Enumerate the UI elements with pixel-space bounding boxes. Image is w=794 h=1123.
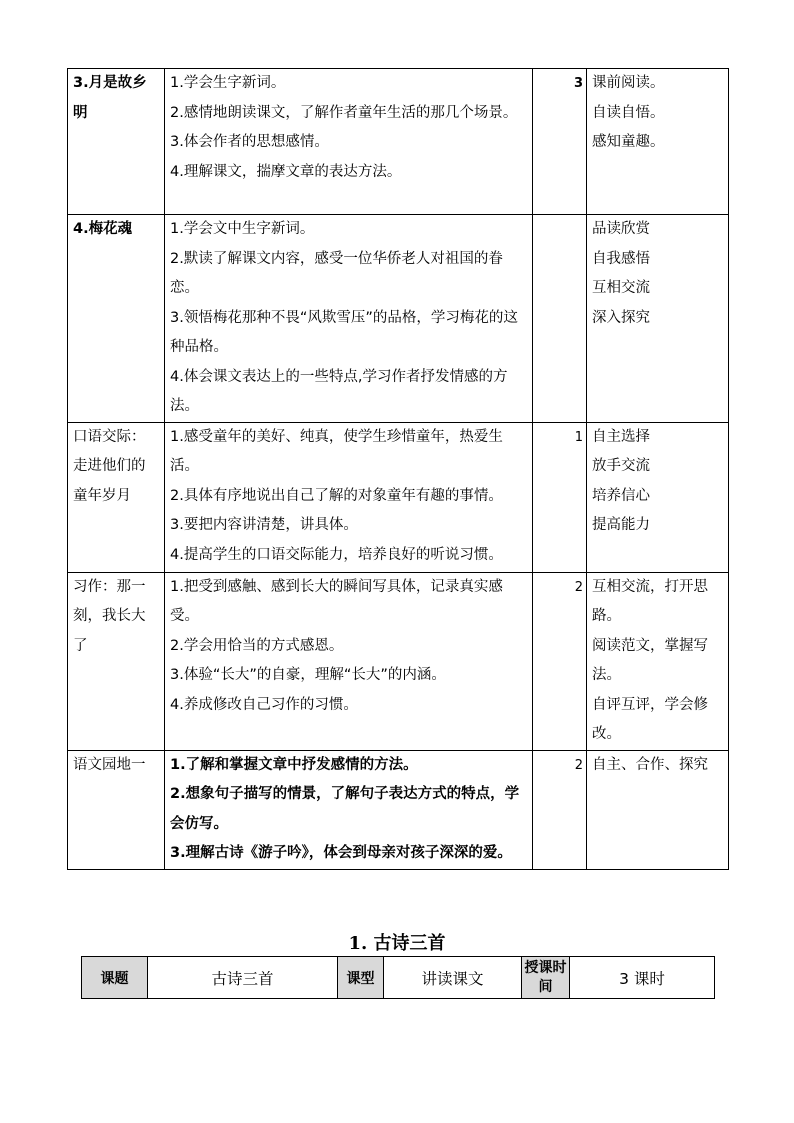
goal-item: 2.学会用恰当的方式感恩。 <box>170 637 344 654</box>
type-label: 课型 <box>338 957 384 999</box>
goals-cell <box>165 750 533 869</box>
hours-cell: 2 <box>533 572 587 750</box>
hours-cell: 1 <box>533 422 587 572</box>
goals-cell <box>165 215 533 423</box>
table-row <box>68 750 729 869</box>
lesson-title-cell: 3.月是故乡明 <box>68 69 165 215</box>
goal-item: 3.要把内容讲清楚，讲具体。 <box>170 517 358 533</box>
goal-item: 4.理解课文，揣摩文章的表达方法。 <box>170 163 402 180</box>
time-value: 3 课时 <box>570 957 715 999</box>
table-row <box>68 69 729 215</box>
goal-item: 1.感受童年的美好、纯真，使学生珍惜童年，热爱生活。 <box>170 428 503 474</box>
goal-item: 2.想象句子描写的情景，了解句子表达方式的特点，学会仿写。 <box>170 786 520 832</box>
hours-cell: 3 <box>533 69 587 215</box>
goal-item: 3.体验“长大”的自豪，理解“长大”的内涵。 <box>170 667 446 683</box>
table-row <box>68 215 729 423</box>
method-item: 感知童趣。 <box>592 134 665 150</box>
lesson-title-cell: 语文园地一 <box>68 750 165 869</box>
table-row <box>82 957 715 999</box>
method-item: 放手交流 <box>592 458 650 474</box>
goal-item: 1.学会文中生字新词。 <box>170 221 315 237</box>
lesson-title-cell: 口语交际：走进他们的童年岁月 <box>68 422 165 572</box>
unit-plan-table <box>67 68 729 870</box>
goal-item: 4.提高学生的口语交际能力，培养良好的听说习惯。 <box>170 546 503 563</box>
hours-cell <box>533 215 587 423</box>
methods-cell <box>587 215 729 423</box>
methods-cell <box>587 572 729 750</box>
goals-cell <box>165 572 533 750</box>
table-row <box>68 422 729 572</box>
method-item: 自主选择 <box>592 428 650 445</box>
topic-label: 课题 <box>82 957 148 999</box>
goal-item: 1.学会生字新词。 <box>170 75 286 91</box>
goal-item: 2.默读了解课文内容，感受一位华侨老人对祖国的眷恋。 <box>170 250 503 296</box>
method-item: 互相交流，打开思路。 <box>592 578 708 624</box>
methods-cell <box>587 422 729 572</box>
method-item: 品读欣赏 <box>592 221 650 237</box>
goal-item: 3.领悟梅花那种不畏“风欺雪压”的品格，学习梅花的这种品格。 <box>170 309 518 355</box>
lesson-heading: 1. 古诗三首 <box>348 933 446 954</box>
goal-item: 2.具体有序地说出自己了解的对象童年有趣的事情。 <box>170 487 503 504</box>
type-value: 讲读课文 <box>384 957 522 999</box>
lesson-title-cell: 4.梅花魂 <box>68 215 165 423</box>
method-item: 阅读范文，掌握写法。 <box>592 637 708 683</box>
method-item: 自读自悟。 <box>592 104 665 121</box>
methods-cell <box>587 750 729 869</box>
method-item: 互相交流 <box>592 280 650 296</box>
goals-cell <box>165 69 533 215</box>
goal-item: 1.了解和掌握文章中抒发感情的方法。 <box>170 756 418 773</box>
goals-cell <box>165 422 533 572</box>
goal-item: 4.体会课文表达上的一些特点,学习作者抒发情感的方法。 <box>170 368 508 414</box>
method-item: 深入探究 <box>592 309 650 326</box>
method-item: 课前阅读。 <box>592 75 665 91</box>
method-item: 提高能力 <box>592 517 650 533</box>
method-item: 培养信心 <box>592 487 650 504</box>
lesson-info-table <box>81 956 715 999</box>
hours-cell: 2 <box>533 750 587 869</box>
goal-item: 1.把受到感触、感到长大的瞬间写具体，记录真实感受。 <box>170 578 503 624</box>
goal-item: 2.感情地朗读课文，了解作者童年生活的那几个场景。 <box>170 104 518 121</box>
table-row <box>68 572 729 750</box>
methods-cell <box>587 69 729 215</box>
time-label: 授课时间 <box>522 957 570 999</box>
method-item: 自主、合作、探究 <box>592 756 708 773</box>
topic-value: 古诗三首 <box>148 957 338 999</box>
goal-item: 4.养成修改自己习作的习惯。 <box>170 696 358 713</box>
method-item: 自评互评，学会修改。 <box>592 696 708 742</box>
goal-item: 3.体会作者的思想感情。 <box>170 134 329 150</box>
lesson-title-cell: 习作：那一刻，我长大了 <box>68 572 165 750</box>
method-item: 自我感悟 <box>592 250 650 267</box>
goal-item: 3.理解古诗《游子吟》，体会到母亲对孩子深深的爱。 <box>170 845 512 861</box>
